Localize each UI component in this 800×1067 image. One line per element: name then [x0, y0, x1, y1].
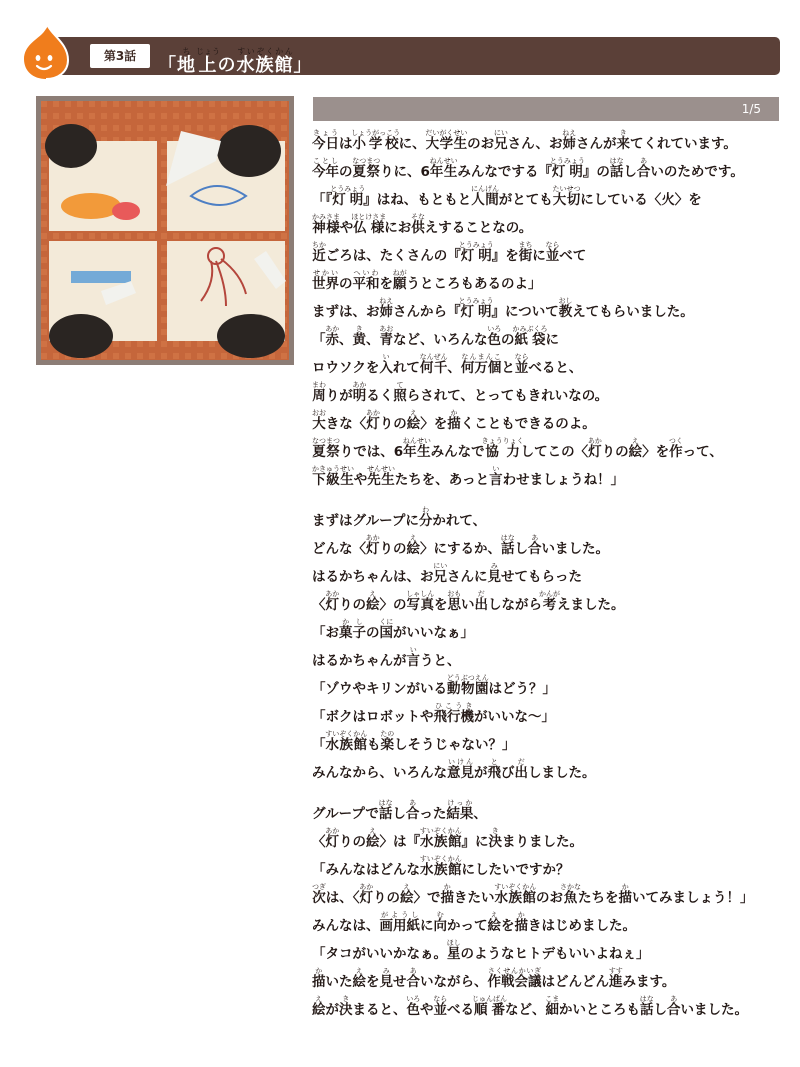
ruby-word: 館かん	[274, 47, 294, 76]
ruby-word: 何千なんぜん	[419, 353, 448, 376]
ruby-word: 水族館すいぞくかん	[494, 883, 537, 906]
episode-title: 「地ち上じょうの水すい族ぞく館かん」	[158, 47, 313, 76]
story-line: 世界せかいの平和へいわを願ねがうところもあるのよ」	[312, 269, 542, 292]
ruby-word: 赤あか	[325, 325, 340, 348]
ruby-word: 今年ことし	[312, 157, 339, 180]
ruby-word: 絵え	[312, 995, 326, 1018]
ruby-word: 絵え	[366, 827, 380, 850]
ruby-word: 紙袋かみぶくろ	[512, 325, 548, 348]
ruby-word: 灯明とうみょう	[549, 157, 585, 180]
story-line: 下級生かきゅうせいや先生せんせいたちを、あっと言いわせましょうね！」	[312, 465, 625, 488]
ruby-word: 夏祭なつまつ	[312, 437, 340, 460]
story-line: 大おおきな〈灯あかりの絵え〉を描かくこともできるのよ。	[312, 409, 596, 432]
ruby-word: 供そな	[411, 213, 425, 236]
ruby-word: 神様かみさま	[312, 213, 340, 236]
story-text	[312, 127, 792, 1021]
ruby-word: 結果けっか	[446, 799, 474, 822]
ruby-word: 描か	[618, 883, 632, 906]
ruby-word: 灯あか	[325, 590, 340, 613]
ruby-word: 大学生だいがくせい	[425, 129, 468, 152]
ruby-word: 水族館すいぞくかん	[419, 827, 462, 850]
ruby-word: 何万個なんまんこ	[460, 353, 502, 376]
ruby-word: 描か	[514, 911, 528, 934]
story-line: ロウソクを入いれて何千なんぜん、何万個なんまんこと並ならべると、	[312, 353, 583, 376]
story-line: 夏祭なつまつりでは、6年生ねんせいみんなで協力きょうりょくしてこの〈灯あかりの絵え〉を作つくって、	[312, 437, 723, 460]
ruby-word: 絵え	[406, 409, 421, 432]
ruby-word: 大切たいせつ	[552, 185, 581, 208]
children-drawing-photo	[41, 101, 289, 360]
ruby-word: 灯あか	[366, 409, 380, 432]
ruby-word: 色いろ	[406, 995, 421, 1018]
ruby-word: 灯明とうみょう	[458, 241, 494, 264]
ruby-word: 向む	[433, 911, 447, 934]
story-line: 次つぎは、〈灯あかりの絵え〉で描かきたい水族館すいぞくかんのお魚さかなたちを描かいてみましょう！」	[312, 883, 754, 906]
ruby-word: 姉ねえ	[379, 297, 394, 320]
ruby-word: 平和へいわ	[352, 269, 380, 292]
ruby-word: 飛と	[487, 758, 501, 781]
ruby-word: 魚さかな	[560, 883, 581, 906]
story-line: 〈灯あかりの絵え〉の写真しゃしんを思おもい出だしながら考かんがえました。	[312, 590, 625, 613]
ruby-word: 小学校しょうがっこう	[351, 129, 401, 152]
ruby-word: 灯明とうみょう	[330, 185, 366, 208]
ruby-word: 入い	[379, 353, 393, 376]
ruby-word: 作戦会議さくせんかいぎ	[487, 967, 542, 990]
story-line: グループで話はなし合あった結果けっか、	[312, 799, 487, 822]
ruby-word: 飛行機ひこうき	[433, 702, 474, 725]
story-line: みんなは、画用紙がようしに向むかって絵えを描かきはじめました。	[312, 911, 636, 934]
ruby-word: 周まわ	[312, 381, 326, 404]
ruby-word: 願ねが	[392, 269, 407, 292]
story-line: はるかちゃんが言いうと、	[312, 646, 461, 669]
ruby-word: 星ほし	[446, 939, 461, 962]
ruby-word: 水族館すいぞくかん	[419, 855, 462, 878]
ruby-word: 絵え	[366, 590, 380, 613]
ruby-word: 次つぎ	[312, 883, 326, 906]
ruby-word: 描か	[312, 967, 326, 990]
ruby-word: 絵え	[487, 911, 501, 934]
ruby-word: 世界せかい	[312, 269, 339, 292]
ruby-word: 話はな	[639, 995, 654, 1018]
class-photo	[36, 96, 294, 365]
ruby-word: 今日きょう	[312, 129, 339, 152]
ruby-word: 画用紙がようし	[379, 911, 420, 934]
ruby-word: 水族館すいぞくかん	[325, 730, 368, 753]
ruby-word: 並なら	[433, 995, 448, 1018]
story-line: 〈灯あかりの絵え〉は『水族館すいぞくかん』に決きまりました。	[312, 827, 583, 850]
ruby-word: 絵え	[352, 967, 366, 990]
story-line: 近ちかごろは、たくさんの『灯明とうみょう』を街まちに並ならべて	[312, 241, 587, 264]
ruby-word: 並なら	[514, 353, 529, 376]
ruby-word: 決き	[488, 827, 502, 850]
ruby-word: 動物園どうぶつえん	[446, 674, 489, 697]
ruby-word: 合あ	[406, 967, 420, 990]
ruby-word: 作つく	[668, 437, 683, 460]
ruby-word: 年生ねんせい	[429, 157, 458, 180]
ruby-word: 合あ	[405, 799, 420, 822]
ruby-word: 人間にんげん	[471, 185, 499, 208]
ruby-word: 兄にい	[433, 562, 448, 585]
ruby-word: 合あ	[528, 534, 542, 557]
ruby-word: 兄にい	[493, 129, 508, 152]
story-line: 周まわりが明あかるく照てらされて、とってもきれいなの。	[312, 381, 609, 404]
ruby-word: 年生ねんせい	[402, 437, 431, 460]
ruby-word: 絵え	[628, 437, 643, 460]
ruby-word: 灯明とうみょう	[458, 297, 494, 320]
ruby-word: 出だ	[474, 590, 488, 613]
ruby-word: 楽たの	[380, 730, 395, 753]
ruby-word: 絵え	[406, 534, 420, 557]
ruby-word: 青あお	[379, 325, 394, 348]
page-number: 1/5	[741, 102, 761, 116]
ruby-word: 出だ	[514, 758, 528, 781]
ruby-word: 下級生かきゅうせい	[312, 465, 354, 488]
story-line: まずは、お姉ねえさんから『灯明とうみょう』について教おしえてもらいました。	[312, 297, 694, 320]
story-line: まずはグループに分わかれて、	[312, 506, 487, 529]
episode-badge: 第3話	[90, 44, 150, 68]
story-line: 神様かみさまや仏様ほとけさまにお供そなえすることなの。	[312, 213, 533, 236]
ruby-word: 夏祭なつまつ	[352, 157, 381, 180]
paragraph-gap	[312, 491, 792, 504]
ruby-word: 見み	[487, 562, 501, 585]
ruby-word: 族ぞく	[255, 47, 275, 76]
ruby-word: 写真しゃしん	[406, 590, 435, 613]
ruby-word: 明あか	[352, 381, 367, 404]
story-line: 「みんなはどんな水族館すいぞくかんにしたいですか？	[312, 855, 570, 878]
ruby-word: 灯あか	[365, 534, 380, 557]
page-indicator-bar	[313, 97, 779, 121]
ruby-word: 黄き	[352, 325, 366, 348]
story-line: どんな〈灯あかりの絵え〉にするか、話はなし合あいました。	[312, 534, 609, 557]
ruby-word: 絵え	[400, 883, 414, 906]
story-line: 「水族館すいぞくかんも楽たのしそうじゃない？」	[312, 730, 516, 753]
ruby-word: 上じょう	[196, 47, 220, 76]
paragraph-gap	[312, 784, 792, 797]
ruby-word: 合あ	[636, 157, 651, 180]
ruby-word: 合あ	[667, 995, 681, 1018]
flame-mascot-icon	[20, 24, 72, 80]
ruby-word: 照て	[393, 381, 407, 404]
ruby-word: 並なら	[545, 241, 560, 264]
ruby-word: 思おも	[447, 590, 462, 613]
story-line: 「ゾウやキリンがいる動物園どうぶつえんはどう？」	[312, 674, 556, 697]
ruby-word: 大おお	[312, 409, 326, 432]
ruby-word: 教おし	[558, 297, 573, 320]
ruby-word: 言い	[489, 465, 503, 488]
ruby-word: 細こま	[545, 995, 560, 1018]
ruby-word: 姉ねえ	[562, 129, 577, 152]
ruby-word: 街まち	[518, 241, 533, 264]
ruby-word: 順番じゅんばん	[472, 995, 507, 1018]
ruby-word: 水すい	[236, 47, 256, 76]
ruby-word: 見み	[379, 967, 393, 990]
ruby-word: 意見いけん	[447, 758, 474, 781]
story-line: 「赤あか、黄き、青あおなど、いろんな色いろの紙袋かみぶくろに	[312, 325, 559, 348]
ruby-word: 灯あか	[587, 437, 602, 460]
ruby-word: 灯あか	[325, 827, 340, 850]
story-line: 「タコがいいかなぁ。星ほしのようなヒトデもいいよねぇ」	[312, 939, 650, 962]
ruby-word: 仏様ほとけさま	[351, 213, 387, 236]
story-line: 「『灯明とうみょう』はね、もともと人間にんげんがとても大切たいせつにしている〈火〉を	[312, 185, 702, 208]
story-line: 今年ことしの夏祭なつまつりに、6年生ねんせいみんなでする『灯明とうみょう』の話はなし合あいのためです。	[312, 157, 744, 180]
ruby-word: 灯あか	[359, 883, 374, 906]
ruby-word: 地ち	[177, 47, 196, 76]
story-line: 描かいた絵えを見みせ合あいながら、作戦会議さくせんかいぎはどんどん進すすみます。	[312, 967, 676, 990]
story-line: みんなから、いろんな意見いけんが飛とび出だしました。	[312, 758, 596, 781]
ruby-word: 話はな	[500, 534, 515, 557]
ruby-word: 決き	[339, 995, 353, 1018]
ruby-word: 菓子かし	[339, 618, 366, 641]
ruby-word: 協力きょうりょく	[481, 437, 524, 460]
story-line: 「ボクはロボットや飛行機ひこうきがいいな～」	[312, 702, 555, 725]
ruby-word: 言い	[406, 646, 420, 669]
story-line: 「お菓子かしの国くにがいいなぁ」	[312, 618, 474, 641]
ruby-word: 近ちか	[312, 241, 326, 264]
header-bar	[40, 37, 780, 75]
ruby-word: 話はな	[378, 799, 393, 822]
ruby-word: 先生せんせい	[367, 465, 395, 488]
ruby-word: 分わ	[418, 506, 433, 529]
ruby-word: 進すす	[608, 967, 623, 990]
ruby-word: 話はな	[609, 157, 624, 180]
story-line: 絵えが決きまると、色いろや並ならべる順番じゅんばんなど、細こまかいところも話はなし合あいました。	[312, 995, 748, 1018]
story-line: はるかちゃんは、お兄にいさんに見みせてもらった	[312, 562, 582, 585]
ruby-word: 描か	[440, 883, 454, 906]
ruby-word: 来き	[616, 129, 630, 152]
ruby-word: 描か	[447, 409, 461, 432]
ruby-word: 色いろ	[487, 325, 502, 348]
ruby-word: 考かんが	[539, 590, 560, 613]
story-line: 今日きょうは小学校しょうがっこうに、大学生だいがくせいのお兄にいさん、お姉ねえさんが来きてくれています。	[312, 129, 737, 152]
ruby-word: 国くに	[379, 618, 394, 641]
